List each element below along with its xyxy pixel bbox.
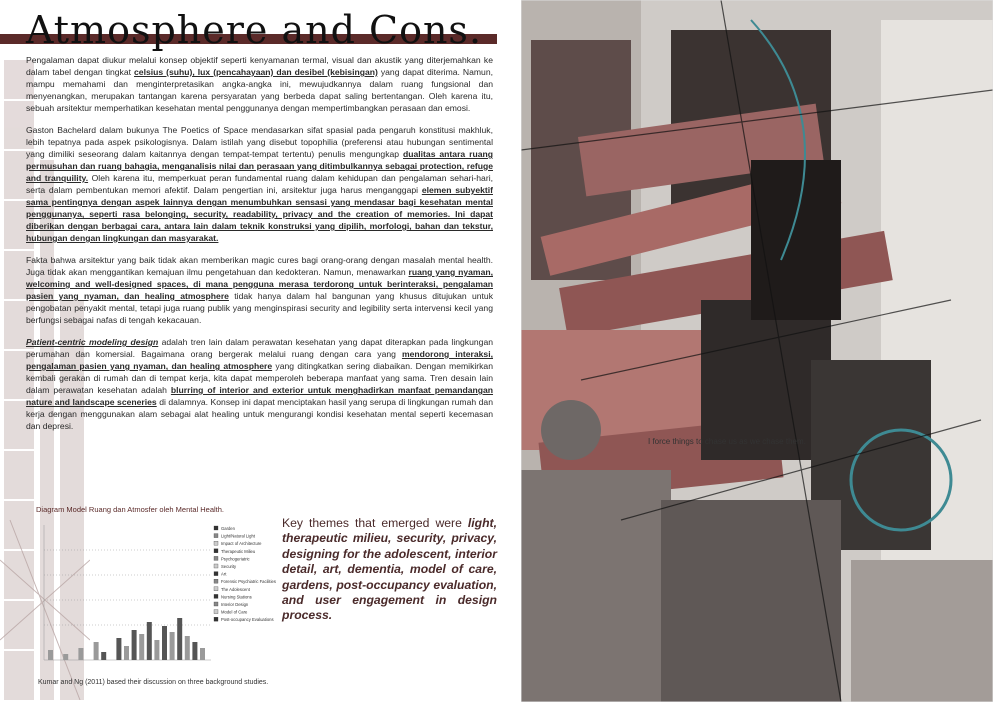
diagram-bar bbox=[63, 654, 68, 660]
diagram-title: Diagram Model Ruang dan Atmosfer oleh Mental Health. bbox=[36, 505, 225, 514]
diagram-bar bbox=[139, 634, 144, 660]
diagram-bar bbox=[78, 648, 83, 660]
key-themes-quote bbox=[282, 516, 497, 624]
legend-swatch bbox=[214, 549, 218, 553]
legend-swatch bbox=[214, 534, 218, 538]
collage-artwork bbox=[521, 0, 993, 702]
legend-label: The Adolescent bbox=[221, 586, 250, 592]
legend-swatch bbox=[214, 594, 218, 598]
legend-label: Impact of Architecture bbox=[221, 541, 262, 547]
diagram-caption: Kumar and Ng (2011) based their discussion on three background studies. bbox=[38, 679, 269, 686]
diagram-bar bbox=[177, 618, 182, 660]
emphasis-text: blurring of interior and exterior untuk menghadirkan manfaat pemandangan nature and landscape sceneries bbox=[26, 385, 494, 407]
paragraph-3 bbox=[26, 254, 493, 326]
quote-themes: light, therapeutic milieu, security, privacy, designing for the adolescent, interior detail, art, dementia, model of care, gardens, post-occupancy evaluation, and user engagement in design process. bbox=[282, 516, 497, 623]
legend-swatch bbox=[214, 572, 218, 576]
emphasis-text: celsius (suhu), lux (pencahayaan) dan desibel (kebisingan) bbox=[134, 67, 378, 77]
text-run: Pengalaman dapat diukur melalui konsep objektif seperti kenyamanan termal, visual dan akustik yang diterjemahkan ke dalam tabel dengan tingkat bbox=[26, 55, 493, 77]
legend-swatch bbox=[214, 526, 218, 530]
legend-label: Therapeutic Milieu bbox=[221, 548, 256, 554]
diagram-bar bbox=[132, 630, 137, 660]
legend-swatch bbox=[214, 617, 218, 621]
text-run: Gaston Bachelard dalam bukunya The Poetics of Space mendasarkan sifat spasial pada pengaruh konstitusi makhluk, lebih tepatnya pada aspek psikologisnya. Dalam istilah yang disebut topophilia (preferensi atau hubungan sentimental yang dimiliki seseorang dalam kaitannya dengan tempat-tempat tertentu) penulis mengungkap bbox=[26, 125, 493, 159]
collage-handwritten-note: I force things to chase us as we chase them. bbox=[648, 437, 806, 446]
legend-swatch bbox=[214, 556, 218, 560]
legend-label: Post-occupancy Evaluations bbox=[221, 617, 274, 623]
diagram-legend bbox=[214, 526, 276, 622]
legend-label: Nursing Stations bbox=[221, 594, 252, 600]
body-text bbox=[26, 54, 493, 442]
legend-label: Model of Care bbox=[221, 609, 248, 615]
diagram-chart bbox=[36, 520, 276, 670]
legend-swatch bbox=[214, 602, 218, 606]
diagram-bar bbox=[192, 642, 197, 660]
paragraph-4 bbox=[26, 336, 493, 432]
text-run: Oleh karena itu, memperkuat peran fundamental ruang dalam kehidupan dan pengalaman sehari-hari, serta dalam pembentukan memori afektif. Dalam pengertian ini, arsitektur juga harus menganggapi bbox=[26, 173, 493, 195]
legend-swatch bbox=[214, 564, 218, 568]
diagram-bar bbox=[124, 646, 129, 660]
legend-swatch bbox=[214, 541, 218, 545]
legend-swatch bbox=[214, 610, 218, 614]
emphasis-text: dualitas antara ruang permusuhan dan ruang bahagia, menganalisis nilai dan perasaan yang ditimbulkannya sebagai protection, refuge and tranquility. bbox=[26, 149, 493, 183]
legend-swatch bbox=[214, 587, 218, 591]
emphasis-text: Patient-centric modeling design bbox=[26, 337, 159, 347]
text-run: Fakta bahwa arsitektur yang baik tidak akan memberikan magic cures bagi orang-orang dengan masalah mental health. Juga tidak akan menggantikan kemajuan ilmu pengetahuan dan kedokteran. Namun, menawarkan bbox=[26, 255, 493, 277]
diagram-bars bbox=[48, 618, 205, 660]
emphasis-text: elemen subyektif sama pentingnya dengan aspek lainnya dengan menumbuhkan sensasi yang mendasar bagi kesehatan mental penggunanya, seperti rasa belonging, security, readability, privacy and the creation of memories. Ini dapat diberikan dengan berbagai cara, antara lain dalam teknik konstruksi yang dipilih, morfologi, bahan dan tekstur, hubungan dengan lingkungan dan masyarakat. bbox=[26, 185, 493, 243]
legend-label: Art bbox=[221, 571, 227, 577]
legend-label: Security bbox=[221, 564, 237, 569]
diagram-bar bbox=[154, 640, 159, 660]
text-run: yang ditingkatkan sering diabaikan. Dengan memikirkan kembali gerakan di rumah dan di tempat kerja, kita dapat memperoleh beberapa manfaat yang sama. Tren desain lain dalam perawatan kesehatan adalah bbox=[26, 361, 493, 395]
diagram-bar bbox=[48, 650, 53, 660]
diagram-bar bbox=[200, 648, 205, 660]
diagram-bar bbox=[94, 642, 99, 660]
text-run: di dalamnya. Konsep ini dapat menciptakan hasil yang serupa di lingkungan rumah dan kerja dengan menggunakan alam sebagai alat healing untuk mengurangi kondisi kesehatan mental seperti kecemasan dan depresi. bbox=[26, 397, 493, 431]
collage-image bbox=[521, 0, 993, 702]
paragraph-1 bbox=[26, 54, 493, 114]
legend-label: Light/Natural Light bbox=[221, 533, 255, 539]
quote-lead: Key themes that emerged were bbox=[282, 516, 468, 530]
legend-label: Garden bbox=[221, 526, 235, 531]
diagram-bar bbox=[170, 632, 175, 660]
diagram-bar bbox=[116, 638, 121, 660]
emphasis-text: ruang yang nyaman, welcoming and well-designed spaces, di mana pengguna merasa terdorong untuk berinteraksi, pengalaman pasien yang nyaman, dan healing atmosphere bbox=[26, 267, 493, 301]
diagram-bar bbox=[185, 636, 190, 660]
text-run: adalah tren lain dalam perawatan kesehatan yang dapat diterapkan pada lingkungan perumahan dan komersial. Bagaimana orang bergerak melalui ruang dengan cara yang bbox=[26, 337, 494, 359]
legend-label: Interior Design bbox=[221, 602, 249, 607]
diagram-bar bbox=[147, 622, 152, 660]
text-run: tidak hanya dalam hal bangunan yang khusus ditujukan untuk pengobatan penyakit mental, tetapi juga ruang publik yang menginspirasi security and legibility serta intervensi kecil yang berfungsi sebagai nafas di tengah kekacauan. bbox=[26, 291, 493, 325]
diagram-bar bbox=[162, 626, 167, 660]
diagram-bar bbox=[101, 652, 106, 660]
text-run: yang dapat diterima. Namun, mampu memahami dan menginterpretasikan angka-angka ini, mewujudkannya dalam ruang fungsional dan menyenangkan, merupakan tantangan karena persyaratan yang berbeda dapat saling bertentangan. Oleh karena itu, sebuah arsitektur memperhatikan kesehatan mental penggunanya dengan mempertimbangkan perasaan dan emosi. bbox=[26, 67, 493, 113]
page-title: Atmosphere and Cons. bbox=[26, 8, 483, 52]
legend-label: Psychogeriatric bbox=[221, 556, 250, 562]
paragraph-2 bbox=[26, 124, 493, 244]
legend-label: Forensic Psychiatric Facilities bbox=[221, 579, 276, 585]
emphasis-text: mendorong interaksi, pengalaman pasien yang nyaman, dan healing atmosphere bbox=[26, 349, 493, 371]
legend-swatch bbox=[214, 579, 218, 583]
